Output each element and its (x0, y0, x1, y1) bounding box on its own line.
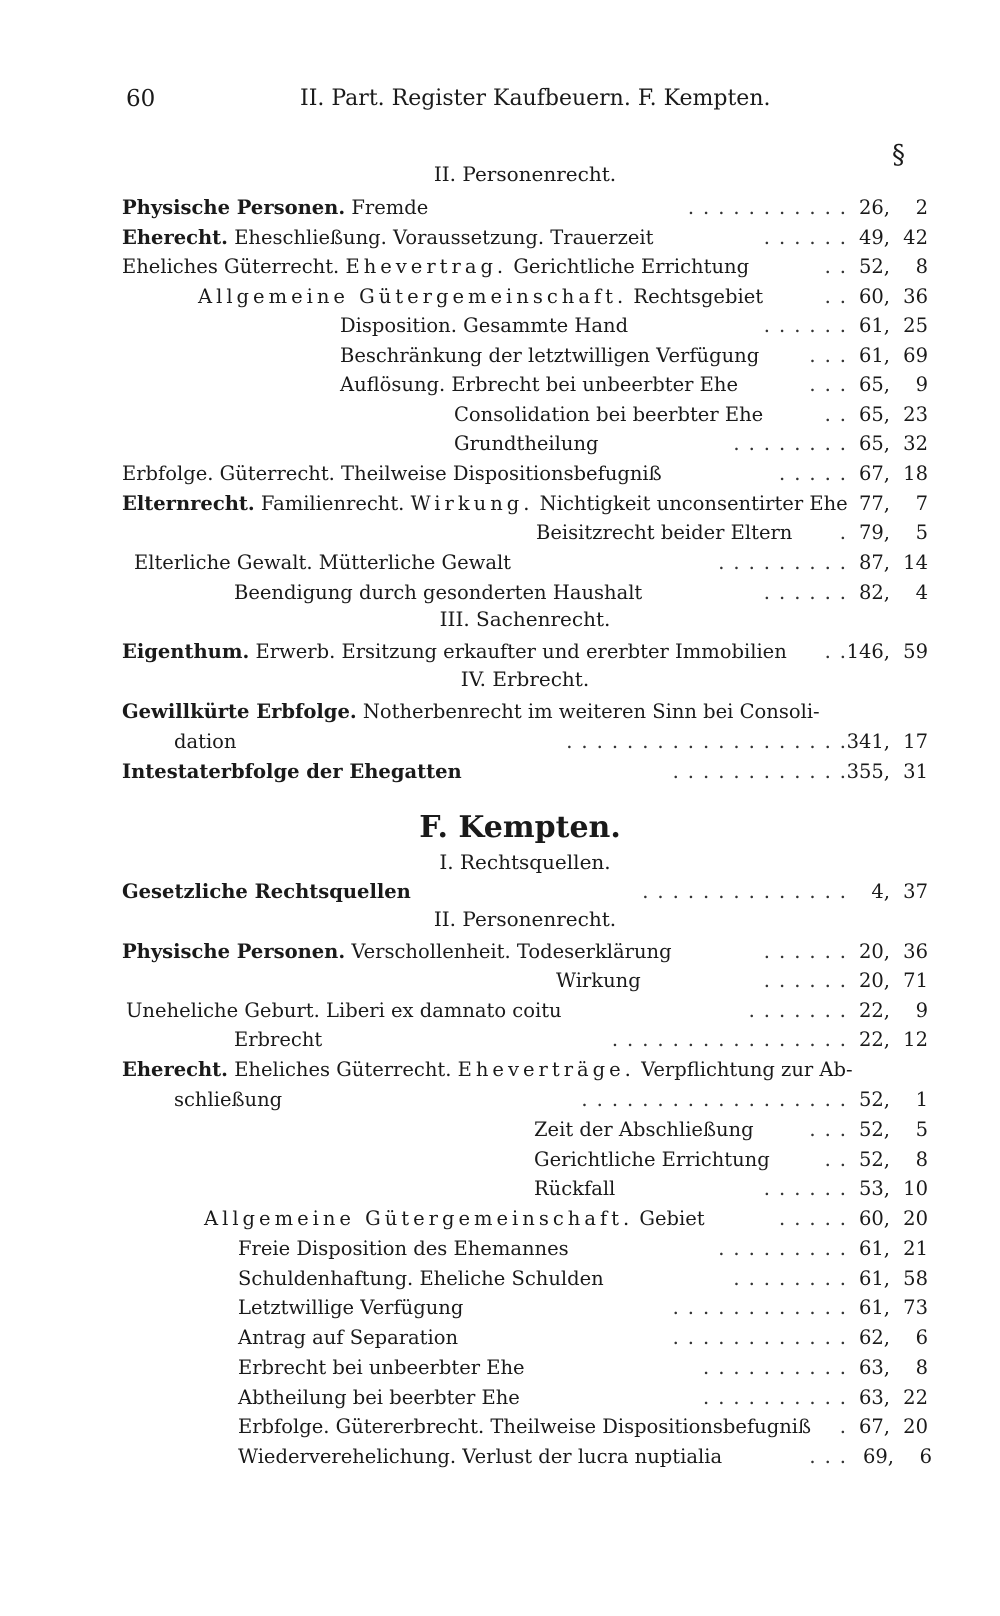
leader-dots: ......... (718, 551, 855, 574)
section-ref: 20 (903, 1415, 928, 1438)
page-ref: 63, (858, 1356, 890, 1379)
section-heading: IV. Erbrecht. (460, 667, 590, 691)
index-entry (0, 1383, 1000, 1413)
entry-keyword: Physische Personen. (122, 940, 346, 963)
section-ref: 9 (915, 999, 928, 1022)
entry-text: Verschollenheit. Todeserklärung (351, 940, 672, 963)
page-ref: 146, (846, 640, 890, 663)
leader-dots: ... (809, 1445, 855, 1468)
index-entry (0, 223, 1000, 253)
section-ref: 31 (903, 760, 928, 783)
leader-dots: ... (809, 1118, 855, 1141)
section-ref: 10 (903, 1177, 928, 1200)
page-ref: 26, (858, 196, 890, 219)
leader-dots: ............ (672, 1326, 855, 1349)
section-heading: II. Personenrecht. (433, 907, 617, 931)
page-ref: 22, (858, 999, 890, 1022)
entry-text: Notherbenrecht im weiteren Sinn bei Consoli- (362, 700, 820, 723)
index-entry (0, 1204, 1000, 1234)
leader-dots: .. (824, 285, 855, 308)
page-number: 60 (126, 86, 156, 112)
page-ref: 62, (858, 1326, 890, 1349)
section-heading: I. Rechtsquellen. (439, 850, 611, 874)
section-ref: 9 (915, 373, 928, 396)
entry-text: schließung (174, 1088, 283, 1111)
entry-spaced-text: Wirkung. (410, 492, 534, 515)
section-ref: 7 (915, 492, 928, 515)
index-entry (0, 1145, 1000, 1175)
page-ref: 69, (862, 1445, 894, 1468)
leader-dots: .............. (642, 880, 855, 903)
index-entry (0, 400, 1000, 430)
leader-dots: ...... (763, 314, 855, 337)
section-ref: 14 (903, 551, 928, 574)
index-entry (0, 996, 1000, 1026)
index-entry (0, 1025, 1000, 1055)
entry-text: Eheliches Güterrecht. (234, 1058, 452, 1081)
index-entry (0, 370, 1000, 400)
page-ref: 87, (858, 551, 890, 574)
entry-text: Elterliche Gewalt. Mütterliche Gewalt (134, 551, 512, 574)
section-ref: 59 (903, 640, 928, 663)
entry-text: Antrag auf Separation (238, 1326, 459, 1349)
leader-dots: .. (824, 403, 855, 426)
leader-dots: ...... (763, 581, 855, 604)
entry-keyword: Eherecht. (122, 226, 228, 249)
leader-dots: ... (809, 344, 855, 367)
index-entry (0, 252, 1000, 282)
page-ref: 79, (858, 521, 890, 544)
entry-text: Abtheilung bei beerbter Ehe (238, 1386, 520, 1409)
entry-text: Gerichtliche Errichtung (534, 1148, 770, 1171)
section-ref: 36 (903, 940, 928, 963)
section-ref: 20 (903, 1207, 928, 1230)
page-ref: 67, (858, 1415, 890, 1438)
leader-dots: ............ (672, 760, 855, 783)
leader-dots: ...... (763, 940, 855, 963)
chapter-heading: F. Kempten. (419, 810, 621, 845)
entry-keyword: Elternrecht. (122, 492, 255, 515)
entry-text: Gebiet (639, 1207, 705, 1230)
index-entry (0, 578, 1000, 608)
leader-dots: ..... (779, 462, 855, 485)
section-ref: 12 (903, 1028, 928, 1051)
entry-spaced-text: Allgemeine Gütergemeinschaft. (204, 1207, 634, 1230)
page-ref: 20, (858, 969, 890, 992)
leader-dots: ....... (748, 999, 855, 1022)
leader-dots: .. (824, 255, 855, 278)
leader-dots: .......... (703, 1356, 855, 1379)
section-ref: 36 (903, 285, 928, 308)
page-ref: 52, (858, 1148, 890, 1171)
index-entry (0, 489, 1000, 519)
entry-text: Nichtigkeit unconsentirter Ehe (539, 492, 848, 515)
section-ref: 73 (903, 1296, 928, 1319)
index-entry (0, 697, 1000, 727)
section-ref: 6 (919, 1445, 932, 1468)
entry-text: Gerichtliche Errichtung (513, 255, 750, 278)
index-entry (0, 518, 1000, 548)
running-head: II. Part. Register Kaufbeuern. F. Kempten. (300, 86, 771, 111)
entry-text: Erwerb. Ersitzung erkaufter und ererbter Immobilien (255, 640, 787, 663)
entry-text: Wiederverehelichung. Verlust der lucra nuptialia (238, 1445, 723, 1468)
index-entry (0, 1293, 1000, 1323)
page-ref: 341, (846, 730, 890, 753)
entry-keyword: Gewillkürte Erbfolge. (122, 700, 357, 723)
index-entry (0, 459, 1000, 489)
entry-text: Verpflichtung zur Ab- (641, 1058, 853, 1081)
section-ref: 58 (903, 1267, 928, 1290)
entry-text: Wirkung (556, 969, 641, 992)
index-entry (0, 877, 1000, 907)
entry-text: Rückfall (534, 1177, 616, 1200)
section-ref: 8 (915, 1148, 928, 1171)
section-ref: 18 (903, 462, 928, 485)
entry-text: Erbrecht bei unbeerbter Ehe (238, 1356, 525, 1379)
page-ref: 61, (858, 1296, 890, 1319)
leader-dots: .. (824, 1148, 855, 1171)
section-ref: 69 (903, 344, 928, 367)
entry-text: Disposition. Gesammte Hand (340, 314, 629, 337)
entry-text: Beschränkung der letztwilligen Verfügung (340, 344, 760, 367)
page-ref: 52, (858, 1118, 890, 1141)
entry-text: Beendigung durch gesonderten Haushalt (234, 581, 643, 604)
entry-text: Erbfolge. Gütererbrecht. Theilweise Dispositionsbefugniß (238, 1415, 812, 1438)
entry-text: Eheschließung. Voraussetzung. Trauerzeit (234, 226, 654, 249)
section-heading: II. Personenrecht. (433, 162, 617, 186)
section-ref: 6 (915, 1326, 928, 1349)
page-ref: 82, (858, 581, 890, 604)
page-ref: 67, (858, 462, 890, 485)
page-ref: 61, (858, 314, 890, 337)
index-entry (0, 727, 1000, 757)
section-ref: 17 (903, 730, 928, 753)
entry-text: dation (174, 730, 237, 753)
entry-keyword: Physische Personen. (122, 196, 346, 219)
section-ref: 32 (903, 432, 928, 455)
entry-keyword: Eigenthum. (122, 640, 250, 663)
page-ref: 49, (858, 226, 890, 249)
entry-text: Erbfolge. Güterrecht. Theilweise Dispositionsbefugniß (122, 462, 662, 485)
leader-dots: ......... (718, 1237, 855, 1260)
entry-text: Rechtsgebiet (633, 285, 764, 308)
index-entry (0, 311, 1000, 341)
index-entry (0, 341, 1000, 371)
entry-text: Fremde (351, 196, 429, 219)
entry-keyword: Intestaterbfolge der Ehegatten (122, 760, 462, 783)
section-ref: 8 (915, 1356, 928, 1379)
index-entry (0, 193, 1000, 223)
page-ref: 77, (858, 492, 890, 515)
index-entry (0, 637, 1000, 667)
leader-dots: ..... (779, 1207, 855, 1230)
entry-text: Zeit der Abschließung (534, 1118, 754, 1141)
page-ref: 65, (858, 373, 890, 396)
entry-spaced-text: Ehevertrag. (345, 255, 508, 278)
page-ref: 4, (871, 880, 890, 903)
leader-dots: .................. (581, 1088, 855, 1111)
leader-dots: ........ (733, 432, 855, 455)
index-entry (0, 1442, 1000, 1472)
page-ref: 61, (858, 1267, 890, 1290)
page-ref: 61, (858, 1237, 890, 1260)
entry-text: Erbrecht (234, 1028, 323, 1051)
page-ref: 65, (858, 403, 890, 426)
index-entry (0, 1085, 1000, 1115)
index-entry (0, 757, 1000, 787)
leader-dots: ...... (763, 1177, 855, 1200)
leader-dots: ........ (733, 1267, 855, 1290)
index-entry (0, 429, 1000, 459)
leader-dots: . (839, 521, 855, 544)
leader-dots: ... (809, 373, 855, 396)
index-entry (0, 1174, 1000, 1204)
entry-spaced-text: Eheverträge. (457, 1058, 635, 1081)
leader-dots: .. (824, 640, 855, 663)
entry-text: Uneheliche Geburt. Liberi ex damnato coitu (126, 999, 562, 1022)
entry-spaced-text: Allgemeine Gütergemeinschaft. (198, 285, 628, 308)
section-ref: 5 (915, 521, 928, 544)
page-ref: 65, (858, 432, 890, 455)
section-ref: 23 (903, 403, 928, 426)
entry-keyword: Eherecht. (122, 1058, 228, 1081)
leader-dots: .......... (703, 1386, 855, 1409)
leader-dots: ................... (566, 730, 855, 753)
index-entry (0, 1412, 1000, 1442)
leader-dots: ............ (672, 1296, 855, 1319)
section-ref: 25 (903, 314, 928, 337)
section-ref: 42 (903, 226, 928, 249)
index-entry (0, 937, 1000, 967)
page-ref: 60, (858, 1207, 890, 1230)
entry-text: Beisitzrecht beider Eltern (536, 521, 793, 544)
entry-text: Schuldenhaftung. Eheliche Schulden (238, 1267, 604, 1290)
index-entry (0, 1115, 1000, 1145)
paragraph-column-symbol: § (892, 140, 905, 170)
index-entry (0, 548, 1000, 578)
index-entry (0, 282, 1000, 312)
index-entry (0, 1234, 1000, 1264)
entry-text: Auflösung. Erbrecht bei unbeerbter Ehe (340, 373, 738, 396)
page-ref: 61, (858, 344, 890, 367)
page-ref: 20, (858, 940, 890, 963)
leader-dots: . (839, 1415, 855, 1438)
section-ref: 22 (903, 1386, 928, 1409)
entry-text: Grundtheilung (454, 432, 599, 455)
page-ref: 355, (846, 760, 890, 783)
index-entry (0, 1353, 1000, 1383)
page-ref: 52, (858, 1088, 890, 1111)
section-ref: 1 (915, 1088, 928, 1111)
section-ref: 4 (915, 581, 928, 604)
page-ref: 63, (858, 1386, 890, 1409)
entry-text: Eheliches Güterrecht. (122, 255, 340, 278)
section-ref: 21 (903, 1237, 928, 1260)
section-ref: 37 (903, 880, 928, 903)
leader-dots: ................ (611, 1028, 855, 1051)
page-ref: 22, (858, 1028, 890, 1051)
section-ref: 8 (915, 255, 928, 278)
entry-text: Freie Disposition des Ehemannes (238, 1237, 569, 1260)
entry-text: Familienrecht. (260, 492, 405, 515)
section-heading: III. Sachenrecht. (439, 607, 611, 631)
entry-text: Consolidation bei beerbter Ehe (454, 403, 764, 426)
leader-dots: ........... (687, 196, 855, 219)
index-entry (0, 966, 1000, 996)
section-ref: 2 (915, 196, 928, 219)
entry-text: Letztwillige Verfügung (238, 1296, 464, 1319)
index-entry (0, 1323, 1000, 1353)
page-ref: 52, (858, 255, 890, 278)
page-ref: 60, (858, 285, 890, 308)
index-entry (0, 1055, 1000, 1085)
entry-keyword: Gesetzliche Rechtsquellen (122, 880, 411, 903)
leader-dots: ...... (763, 226, 855, 249)
index-entry (0, 1264, 1000, 1294)
page-ref: 53, (858, 1177, 890, 1200)
leader-dots: ...... (763, 969, 855, 992)
section-ref: 5 (915, 1118, 928, 1141)
section-ref: 71 (903, 969, 928, 992)
